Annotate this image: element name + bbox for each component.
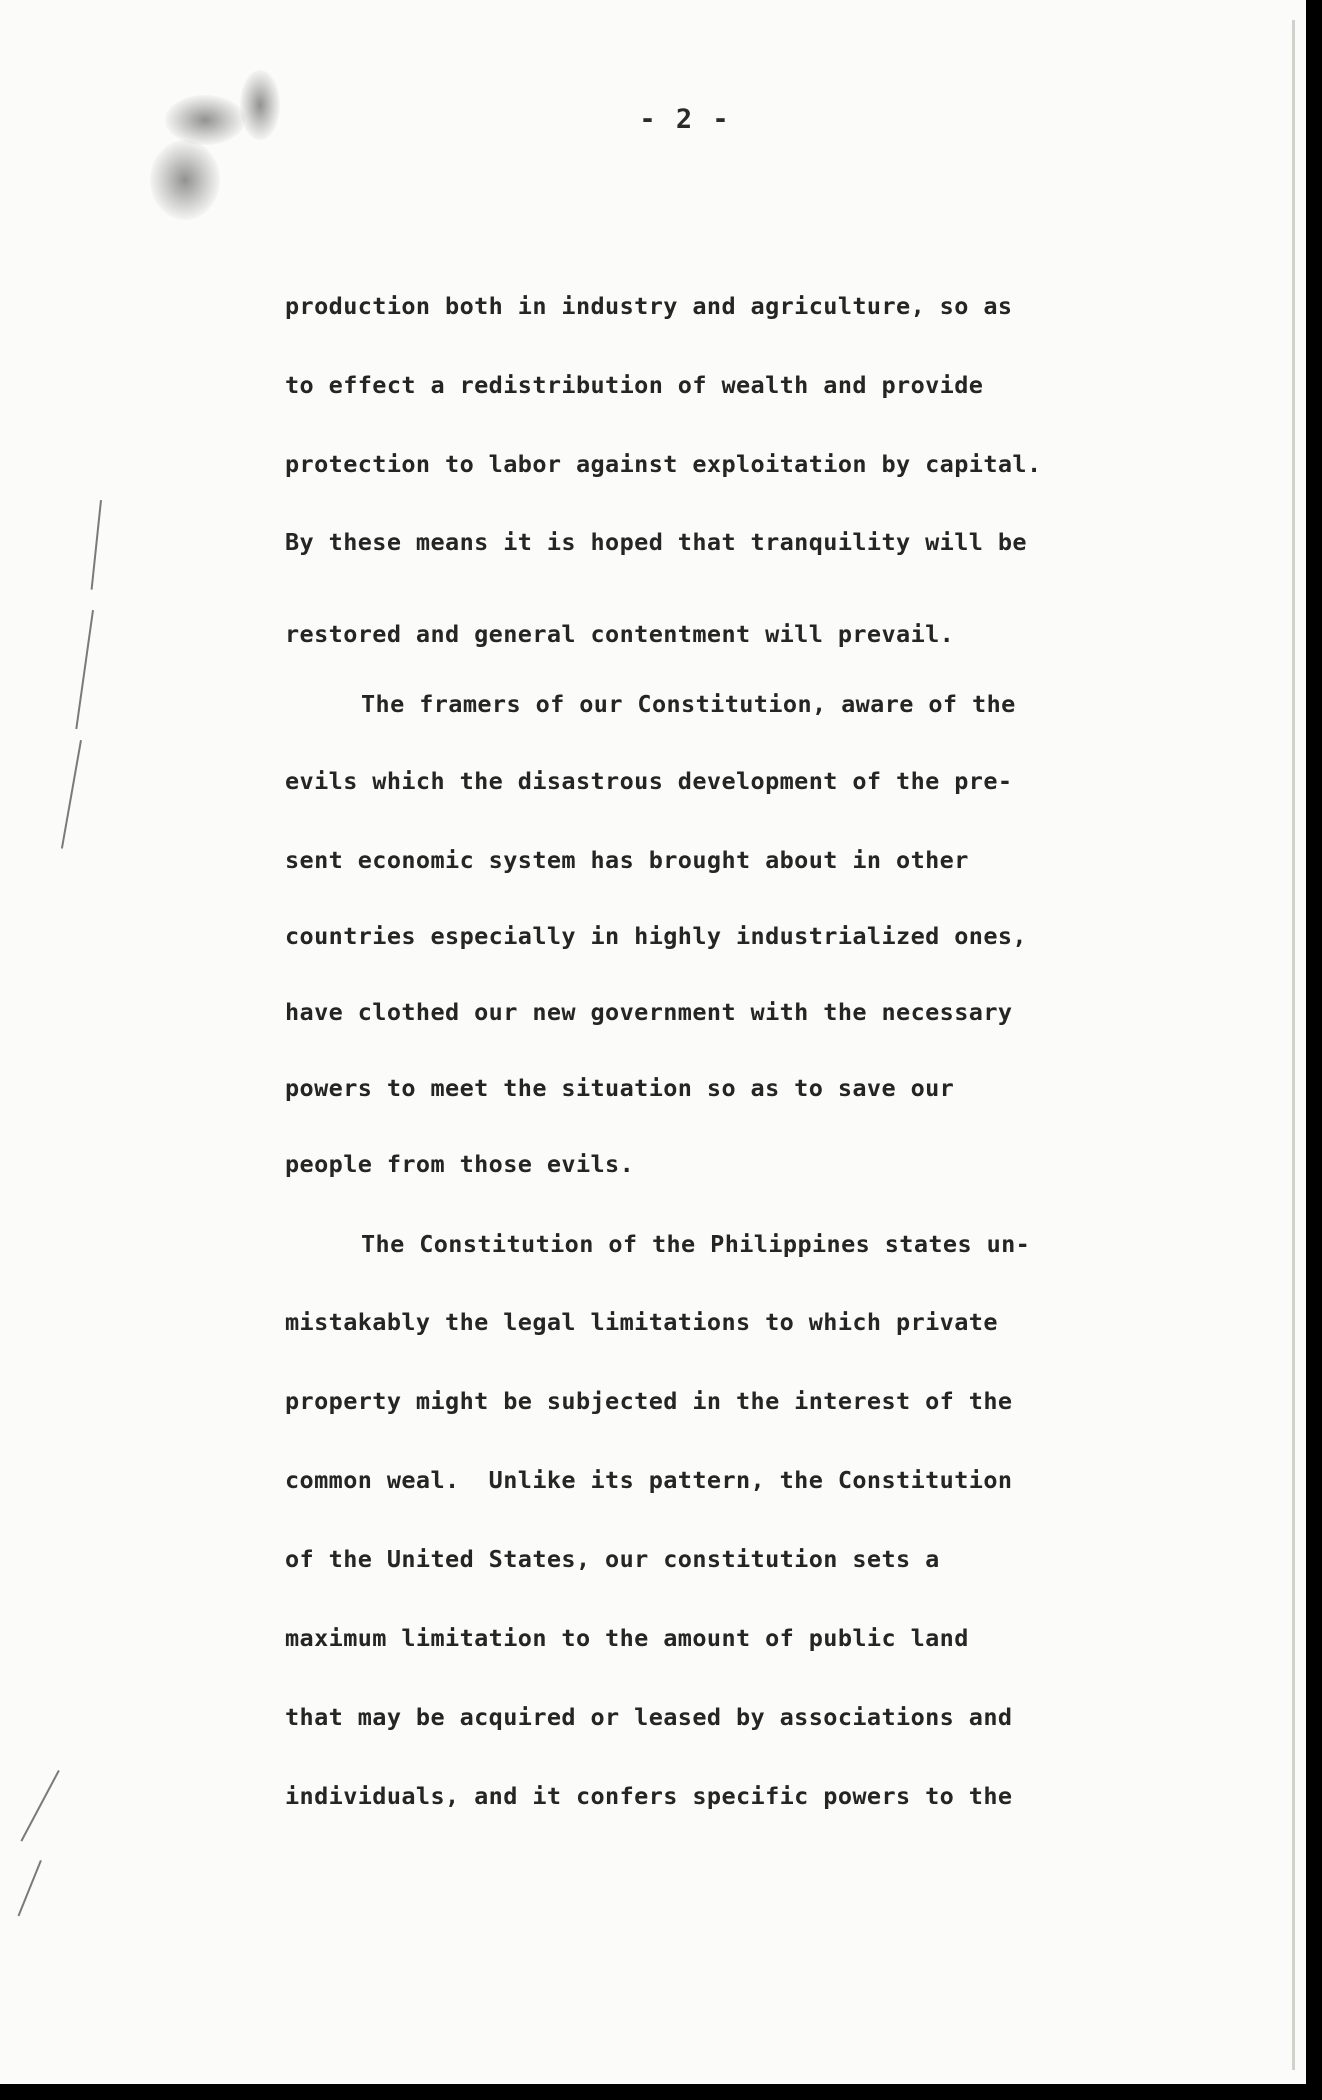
text-line: production both in industry and agriculture, so as (285, 292, 1013, 320)
text-line: of the United States, our constitution sets a (285, 1545, 940, 1573)
text-line: evils which the disastrous development of the pre- (285, 767, 1013, 795)
text-line: powers to meet the situation so as to save our (285, 1074, 955, 1102)
text-line: people from those evils. (285, 1150, 635, 1178)
margin-pencil-mark (20, 1770, 59, 1842)
margin-pencil-mark (61, 740, 82, 849)
text-line: countries especially in highly industrialized ones, (285, 922, 1027, 950)
text-line: maximum limitation to the amount of public land (285, 1624, 969, 1652)
page-edge (1292, 20, 1295, 2070)
text-line: By these means it is hoped that tranquility will be (285, 528, 1027, 556)
ink-smudge (150, 140, 220, 220)
text-line: have clothed our new government with the necessary (285, 998, 1013, 1026)
text-line: restored and general contentment will prevail. (285, 620, 955, 648)
margin-pencil-mark (75, 610, 94, 729)
text-line: common weal. Unlike its pattern, the Constitution (285, 1466, 1013, 1494)
page-number: - 2 - (639, 104, 731, 135)
text-line: individuals, and it confers specific powers to the (285, 1782, 1013, 1810)
text-line: sent economic system has brought about in other (285, 846, 969, 874)
text-line: that may be acquired or leased by associations and (285, 1703, 1013, 1731)
text-line: mistakably the legal limitations to which private (285, 1308, 998, 1336)
text-line: property might be subjected in the interest of the (285, 1387, 1013, 1415)
margin-pencil-mark (18, 1860, 42, 1916)
text-line: to effect a redistribution of wealth and provide (285, 371, 984, 399)
text-line: The framers of our Constitution, aware of the (361, 690, 1016, 718)
margin-pencil-mark (91, 500, 102, 590)
text-line: protection to labor against exploitation by capital. (285, 450, 1042, 478)
text-line: The Constitution of the Philippines states un- (361, 1230, 1031, 1258)
